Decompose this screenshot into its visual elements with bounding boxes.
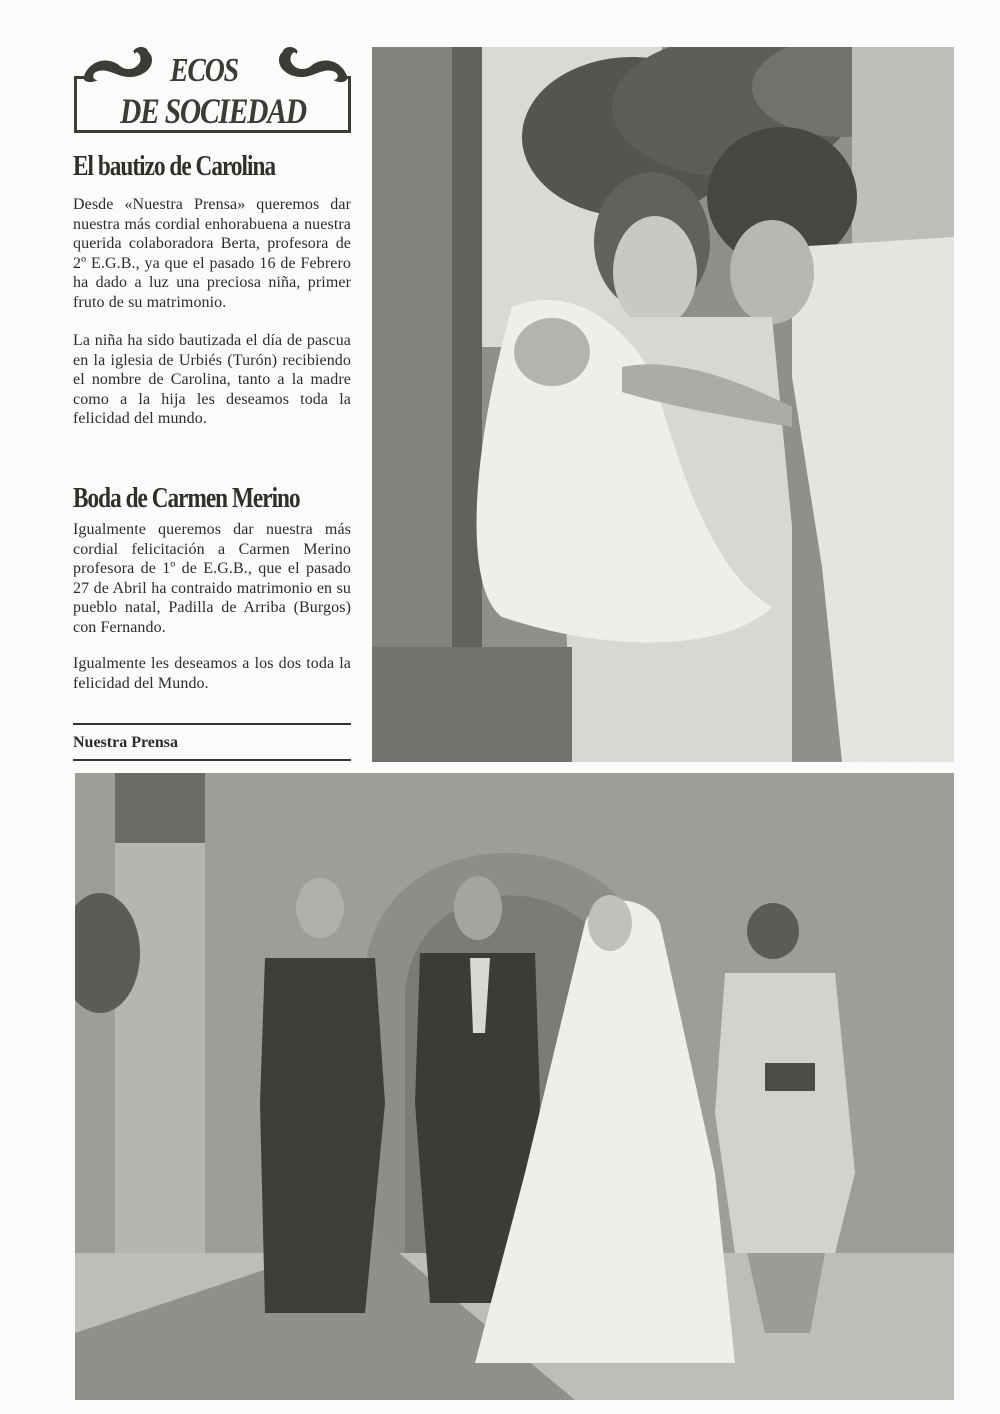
article-paragraph: Igualmente les deseamos a los dos toda la felicidad del Mundo. (73, 655, 351, 692)
article-baptism (73, 150, 351, 183)
article-paragraph: La niña ha sido bautizada el día de pascua en la iglesia de Urbiés (Turón) recibiendo el nombre de Carolina, tanto a la madre como a la hija les deseamos toda la felicidad del mundo. (73, 332, 351, 427)
article-wedding (73, 482, 351, 515)
divider-rule (73, 759, 351, 761)
article-baptism-body (73, 195, 351, 429)
article-wedding-body (73, 520, 351, 693)
section-masthead (74, 46, 351, 134)
masthead-title-line2: DE SOCIEDAD (120, 91, 306, 131)
article-paragraph: Igualmente queremos dar nuestra más cordial felicitación a Carmen Merino profesora de 1º de E.G.B., que el pasado 27 de Abril ha contraido matrimonio en su pueblo natal, Padilla de Arriba (Burgos) con Fernando. (73, 521, 351, 636)
masthead-title-line1: ECOS (170, 52, 238, 89)
signature-byline: Nuestra Prensa (73, 734, 179, 751)
article-headline: El bautizo de Carolina (73, 150, 276, 182)
wedding-photo (75, 773, 954, 1400)
baptism-photo (372, 47, 954, 762)
article-headline: Boda de Carmen Merino (73, 482, 300, 514)
divider-rule (73, 723, 351, 725)
article-paragraph: Desde «Nuestra Prensa» queremos dar nuestra más cordial enhorabuena a nuestra querida colaboradora Berta, profesora de 2º E.G.B., ya que el pasado 16 de Febrero ha dado a luz una preciosa niña, primer fruto de su matrimonio. (73, 196, 351, 311)
